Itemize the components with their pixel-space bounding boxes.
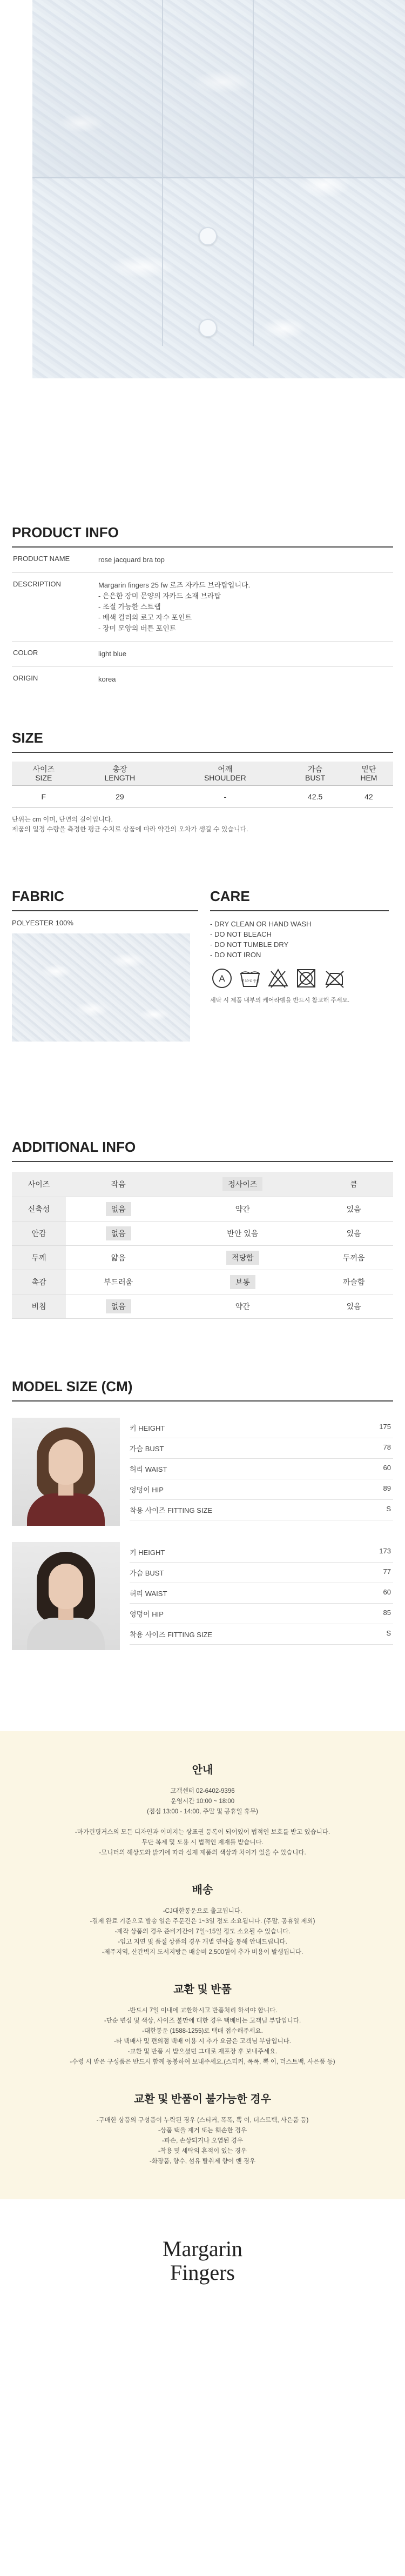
model-card	[12, 1542, 393, 1650]
add-value: 정사이즈	[222, 1177, 262, 1191]
hero-margin	[0, 0, 32, 411]
notice-section	[0, 1731, 405, 2199]
stat-value: 78	[383, 1443, 391, 1451]
fabric-care-section	[0, 888, 405, 1042]
size-col-header	[345, 762, 393, 786]
info-row	[12, 548, 393, 573]
add-value: 있음	[346, 1229, 361, 1238]
header-ko: 가슴	[308, 765, 323, 773]
fabric-column	[12, 888, 202, 1042]
section-title: SIZE	[12, 730, 43, 746]
stat-value: 89	[383, 1484, 391, 1492]
add-cell	[314, 1197, 393, 1222]
notice-lines	[22, 1906, 383, 1958]
add-row-label: 안감	[12, 1222, 66, 1246]
notice-line: -모니터의 해상도와 밝기에 따라 실제 제품의 색상과 차이가 있을 수 있습니다.	[99, 1850, 306, 1856]
size-col-header	[164, 762, 286, 786]
notice-lines	[22, 2115, 383, 2167]
model-stat-row	[130, 1563, 393, 1583]
add-cell	[314, 1270, 393, 1294]
care-note: 세탁 시 제품 내부의 케어라벨을 반드시 참고해 주세요.	[210, 997, 350, 1004]
add-row-label: 비침	[12, 1294, 66, 1319]
stat-value: 77	[383, 1567, 391, 1576]
model-stat-row	[130, 1624, 393, 1645]
exchange-block	[22, 1980, 383, 2067]
stat-label: 허리 WAIST	[130, 1465, 167, 1473]
add-row	[12, 1246, 393, 1270]
notice-title: 교환 및 반품이 불가능한 경우	[133, 2093, 272, 2105]
header-en: HEM	[360, 773, 377, 782]
size-cell: 42	[345, 786, 393, 808]
description-line: - 배색 컬러의 로고 자수 포인트	[98, 613, 192, 622]
no-bleach-icon	[266, 966, 290, 990]
rose-button	[199, 227, 217, 245]
notice-line: -구매한 상품의 구성품이 누락된 경우 (스티커, 폭폭, 뽁 이, 더스트백, 사은품 등)	[96, 2117, 309, 2124]
section-title: ADDITIONAL INFO	[12, 1139, 136, 1155]
add-col-header	[314, 1172, 393, 1197]
add-value: 까슬함	[342, 1278, 365, 1286]
model-stat-row	[130, 1542, 393, 1563]
stat-label: 키 HEIGHT	[130, 1549, 165, 1557]
guide-block	[22, 1761, 383, 1858]
brand-logo	[0, 2199, 405, 2328]
add-row	[12, 1294, 393, 1319]
additional-info-section	[0, 1139, 405, 1319]
notice-line: -대한통운 (1588-1255)로 택배 접수해주세요.	[142, 2028, 263, 2034]
stat-label: 키 HEIGHT	[130, 1424, 165, 1432]
add-value: 있음	[346, 1302, 361, 1311]
additional-info-table	[12, 1172, 393, 1319]
care-column	[202, 888, 393, 1042]
stat-value: 175	[379, 1423, 391, 1431]
header-ko: 사이즈	[32, 765, 55, 773]
add-cell	[171, 1270, 314, 1294]
header-ko: 밑단	[361, 765, 376, 773]
stat-label: 가슴 BUST	[130, 1569, 164, 1577]
info-label: ORIGIN	[13, 674, 38, 682]
notice-title: 교환 및 반품	[173, 1984, 232, 1996]
notice-line: -단순 변심 및 색상, 사이즈 불만에 대한 경우 택배비는 고객님 부담입니다.	[104, 2018, 301, 2024]
notice-line	[22, 1817, 383, 1827]
notice-line: -수령 시 받은 구성품은 반드시 함께 동봉하여 보내주세요.(스티커, 폭폭, 뽁 이, 더스트백, 사은품 등)	[70, 2059, 335, 2065]
hero-fabric-image	[0, 0, 405, 411]
add-cell	[171, 1294, 314, 1319]
no-iron-icon	[322, 966, 346, 990]
size-cell: -	[164, 786, 286, 808]
add-value: 반안 있음	[227, 1229, 259, 1238]
add-cell	[66, 1222, 171, 1246]
add-cell	[171, 1222, 314, 1246]
info-row	[12, 573, 393, 642]
add-row-label: 촉감	[12, 1270, 66, 1294]
care-icons	[210, 966, 393, 990]
model-size-section	[0, 1378, 405, 1650]
fabric-swatch-image	[12, 933, 190, 1042]
notice-title: 배송	[192, 1884, 213, 1896]
description-line: - 장미 모양의 버튼 포인트	[98, 624, 177, 632]
model-face	[49, 1439, 83, 1485]
info-label: PRODUCT NAME	[13, 555, 70, 563]
add-table-body	[12, 1197, 393, 1319]
product-color: light blue	[98, 650, 127, 658]
add-row	[12, 1222, 393, 1246]
add-cell	[66, 1270, 171, 1294]
product-info-section	[0, 524, 405, 692]
header-en: LENGTH	[104, 773, 136, 782]
notice-line: 운영시간 10:00 ~ 18:00	[170, 1798, 235, 1805]
logo-line: Fingers	[170, 2260, 235, 2285]
garment-placket	[162, 0, 254, 346]
care-item: - DO NOT TUMBLE DRY	[210, 940, 289, 949]
add-row-label: 신축성	[12, 1197, 66, 1222]
size-note-line: 단위는 cm 이며, 단면의 길이입니다.	[12, 816, 113, 823]
section-divider	[12, 1400, 393, 1402]
stat-value: 173	[379, 1547, 391, 1555]
model-top	[27, 1618, 105, 1650]
size-col-header	[12, 762, 76, 786]
model-card	[12, 1418, 393, 1526]
stat-value: 60	[383, 1588, 391, 1596]
info-row	[12, 667, 393, 692]
add-value: 약간	[235, 1205, 250, 1213]
model-stat-row	[130, 1604, 393, 1624]
notice-line: -파손, 손상되거나 오염된 경우	[162, 2138, 243, 2144]
model-photo	[12, 1542, 120, 1650]
add-cell	[66, 1294, 171, 1319]
model-top	[27, 1493, 105, 1526]
hand-wash-icon	[238, 966, 262, 990]
add-value: 보통	[230, 1275, 255, 1289]
notice-line: -결제 완료 기준으로 발송 일은 주문건은 1~3일 정도 소요됩니다. (주말, 공휴일 제외)	[90, 1918, 315, 1925]
notice-line: -반드시 7일 이내에 교환하시고 반품처리 하셔야 합니다.	[127, 2007, 278, 2014]
product-name: rose jacquard bra top	[98, 556, 165, 564]
add-value: 얇음	[111, 1253, 126, 1262]
section-title: MODEL SIZE (CM)	[12, 1378, 133, 1394]
add-cell	[314, 1246, 393, 1270]
stat-label: 엉덩이 HIP	[130, 1486, 164, 1494]
add-value: 없음	[106, 1226, 131, 1240]
stat-label: 엉덩이 HIP	[130, 1610, 164, 1618]
notice-line: -타 택배사 및 편의점 택배 이용 시 추가 요금은 고객님 부담입니다.	[114, 2038, 291, 2045]
add-col-header	[171, 1172, 314, 1197]
info-row	[12, 642, 393, 667]
size-note-line: 제품의 일정 수량을 측정한 평균 수치로 상품에 따라 약간의 오차가 생길 수 있습니다.	[12, 825, 248, 833]
add-value: 두꺼움	[342, 1253, 365, 1262]
model-stats	[130, 1418, 393, 1526]
care-list	[210, 919, 393, 960]
notice-lines	[22, 1786, 383, 1858]
add-col-header	[66, 1172, 171, 1197]
add-row-label: 두께	[12, 1246, 66, 1270]
notice-line: -상품 택을 제거 또는 훼손한 경우	[158, 2127, 247, 2134]
description-line: - 은은한 장미 문양의 자카드 소재 브라탑	[98, 592, 221, 600]
stat-value: S	[386, 1629, 391, 1637]
notice-line: -마가린핑거스의 모든 디자인과 이미지는 상표권 등록이 되어있어 법적인 보호를 받고 있습니다.	[75, 1829, 330, 1836]
care-item: - DO NOT BLEACH	[210, 930, 272, 938]
notice-line: -교환 및 반품 시 받으셨던 그대로 재포장 후 보내주세요.	[127, 2048, 278, 2055]
notice-line: -착용 및 세탁의 흔적이 있는 경우	[158, 2148, 247, 2154]
add-col-header: 사이즈	[12, 1172, 66, 1197]
model-stat-row	[130, 1438, 393, 1459]
stat-label: 착용 사이즈 FITTING SIZE	[130, 1631, 213, 1639]
model-stat-row	[130, 1418, 393, 1438]
add-value: 작음	[111, 1180, 126, 1189]
model-face	[49, 1564, 83, 1609]
header-en: SIZE	[35, 773, 52, 782]
add-header-row	[12, 1172, 393, 1197]
header-en: BUST	[305, 773, 326, 782]
size-table	[12, 762, 393, 808]
size-col-header	[286, 762, 345, 786]
add-value: 없음	[106, 1202, 131, 1216]
hero-margin	[0, 378, 405, 411]
add-value: 있음	[346, 1205, 361, 1213]
section-divider	[12, 752, 393, 753]
product-origin: korea	[98, 675, 116, 683]
size-col-header	[76, 762, 165, 786]
info-label: COLOR	[13, 649, 38, 657]
size-cell: 42.5	[286, 786, 345, 808]
add-row	[12, 1197, 393, 1222]
add-value: 없음	[106, 1299, 131, 1313]
model-stat-row	[130, 1500, 393, 1520]
model-stat-row	[130, 1583, 393, 1604]
description-line: - 조절 가능한 스트랩	[98, 603, 161, 611]
notice-line: -CJ대한통운으로 출고됩니다.	[163, 1908, 242, 1914]
add-cell	[171, 1197, 314, 1222]
description-line: Margarin fingers 25 fw 로즈 자카드 브라탑입니다.	[98, 581, 251, 589]
section-title: PRODUCT INFO	[12, 524, 119, 540]
add-cell	[66, 1246, 171, 1270]
hand-wash-label: 약 30°C 중성	[240, 980, 260, 983]
dry-clean-icon	[210, 966, 234, 990]
notice-line: -제주지역, 산간벽지 도서지방은 배송비 2,500원이 추가 비용이 발생됩니다.	[102, 1949, 303, 1956]
notice-line: 무단 복제 및 도용 시 법적인 제재를 받습니다.	[141, 1839, 264, 1846]
notice-line: (점심 13:00 - 14:00, 주말 및 공휴일 휴무)	[147, 1808, 258, 1815]
size-section	[0, 730, 405, 834]
section-divider	[12, 1161, 393, 1162]
rose-button	[199, 319, 217, 337]
size-row	[12, 786, 393, 808]
no-exchange-block	[22, 2090, 383, 2167]
product-description	[98, 580, 393, 634]
shipping-block	[22, 1881, 383, 1958]
stat-label: 허리 WAIST	[130, 1590, 167, 1598]
stat-label: 가슴 BUST	[130, 1445, 164, 1453]
section-title: FABRIC	[12, 888, 64, 904]
add-cell	[171, 1246, 314, 1270]
svg-text:A: A	[219, 973, 225, 984]
add-value: 적당함	[226, 1251, 259, 1265]
model-stat-row	[130, 1479, 393, 1500]
size-header-row	[12, 762, 393, 786]
no-tumble-dry-icon	[294, 966, 318, 990]
section-title: CARE	[210, 888, 250, 904]
add-value: 큼	[350, 1180, 357, 1189]
section-divider	[210, 910, 389, 911]
add-cell	[314, 1222, 393, 1246]
header-ko: 총장	[112, 765, 127, 773]
add-row	[12, 1270, 393, 1294]
size-cell: F	[12, 786, 76, 808]
stat-value: 60	[383, 1464, 391, 1472]
header-en: SHOULDER	[204, 773, 246, 782]
size-notes	[12, 815, 393, 834]
add-value: 약간	[235, 1302, 250, 1311]
care-item: - DO NOT IRON	[210, 951, 261, 959]
info-label: DESCRIPTION	[13, 580, 61, 588]
notice-title: 안내	[192, 1764, 213, 1776]
add-cell	[66, 1197, 171, 1222]
header-ko: 어깨	[218, 765, 233, 773]
notice-lines	[22, 2006, 383, 2067]
notice-line: -입고 지연 및 품절 상품의 경우 개별 연락을 통해 안내드립니다.	[118, 1939, 287, 1945]
stat-value: S	[386, 1505, 391, 1513]
model-stat-row	[130, 1459, 393, 1479]
care-item: - DRY CLEAN OR HAND WASH	[210, 920, 312, 928]
add-cell	[314, 1294, 393, 1319]
notice-line: -제작 상품의 경우 준비기간이 7일~15일 정도 소요될 수 있습니다.	[114, 1928, 291, 1935]
stat-label: 착용 사이즈 FITTING SIZE	[130, 1506, 213, 1514]
section-divider	[12, 910, 198, 911]
stat-value: 85	[383, 1609, 391, 1617]
fabric-composition: POLYESTER 100%	[12, 919, 73, 927]
notice-line: -화장품, 향수, 섬유 탈취제 향이 밴 경우	[149, 2158, 256, 2165]
size-cell: 29	[76, 786, 165, 808]
logo-line: Margarin	[162, 2237, 243, 2261]
model-stats	[130, 1542, 393, 1650]
add-value: 부드러움	[104, 1278, 133, 1286]
notice-line: 고객센터 02-6402-9396	[170, 1788, 235, 1794]
model-photo	[12, 1418, 120, 1526]
